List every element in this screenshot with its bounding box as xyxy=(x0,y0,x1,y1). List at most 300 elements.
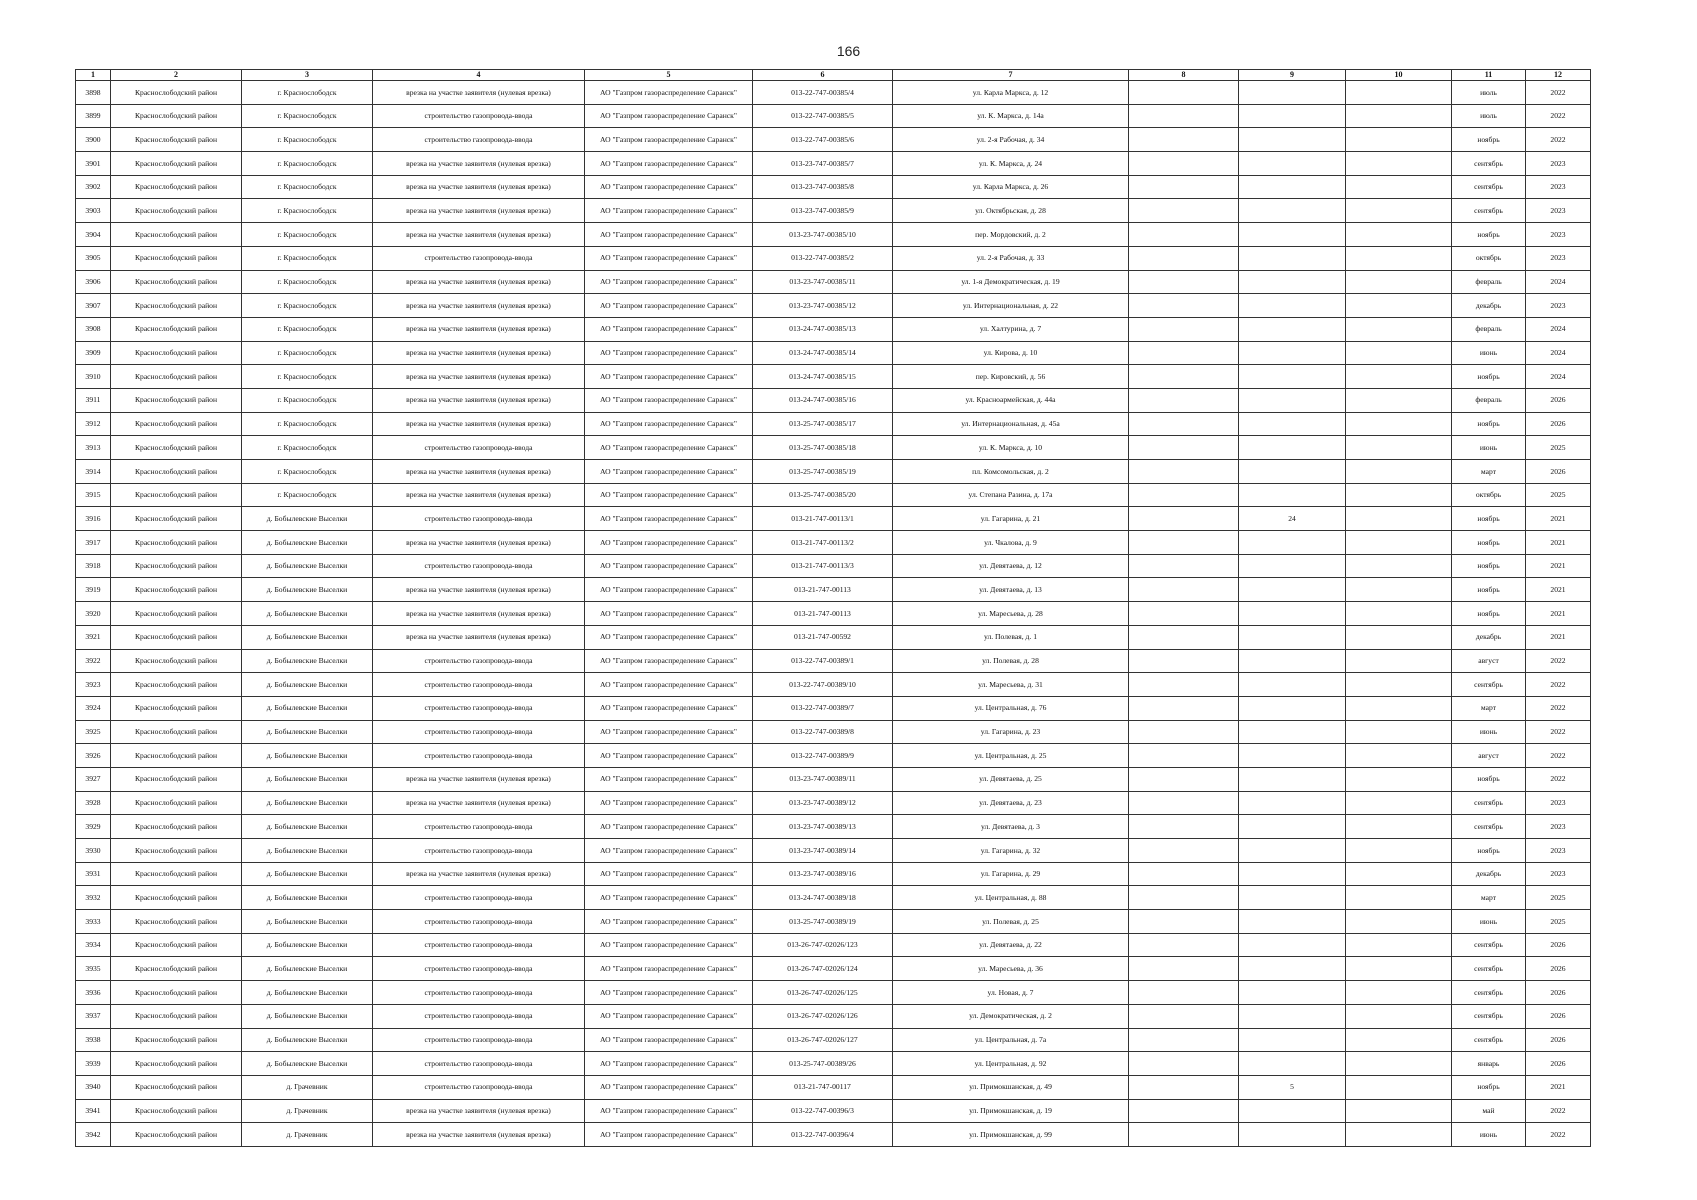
table-cell-col-1: 3914 xyxy=(76,460,111,484)
table-cell-col-7: ул. Чкалова, д. 9 xyxy=(893,531,1129,555)
table-cell-col-6: 013-25-747-00385/20 xyxy=(753,483,893,507)
table-cell-col-5: АО "Газпром газораспределение Саранск" xyxy=(585,531,753,555)
table-cell-col-4: врезка на участке заявителя (нулевая врезка) xyxy=(373,270,585,294)
table-cell-col-5: АО "Газпром газораспределение Саранск" xyxy=(585,294,753,318)
table-cell-col-3: д. Бобылевские Выселки xyxy=(242,839,373,863)
table-cell-col-3: г. Краснослободск xyxy=(242,81,373,105)
table-cell-col-10 xyxy=(1346,199,1452,223)
table-cell-col-1: 3919 xyxy=(76,578,111,602)
table-cell-col-5: АО "Газпром газораспределение Саранск" xyxy=(585,720,753,744)
table-cell-col-9 xyxy=(1239,436,1346,460)
table-cell-col-12: 2023 xyxy=(1526,862,1591,886)
table-cell-col-12: 2023 xyxy=(1526,175,1591,199)
table-cell-col-10 xyxy=(1346,388,1452,412)
table-cell-col-1: 3903 xyxy=(76,199,111,223)
table-cell-col-4: врезка на участке заявителя (нулевая врезка) xyxy=(373,578,585,602)
table-row xyxy=(76,1075,1591,1099)
table-cell-col-8 xyxy=(1129,649,1239,673)
table-cell-col-11: ноябрь xyxy=(1452,365,1526,389)
table-cell-col-12: 2026 xyxy=(1526,460,1591,484)
table-cell-col-4: строительство газопровода-ввода xyxy=(373,886,585,910)
table-cell-col-11: октябрь xyxy=(1452,246,1526,270)
table-cell-col-6: 013-21-747-00113/1 xyxy=(753,507,893,531)
table-cell-col-2: Краснослободский район xyxy=(111,246,242,270)
table-cell-col-1: 3928 xyxy=(76,791,111,815)
table-cell-col-2: Краснослободский район xyxy=(111,625,242,649)
table-cell-col-11: май xyxy=(1452,1099,1526,1123)
table-cell-col-12: 2022 xyxy=(1526,1123,1591,1147)
table-cell-col-4: строительство газопровода-ввода xyxy=(373,554,585,578)
table-cell-col-3: д. Бобылевские Выселки xyxy=(242,886,373,910)
table-cell-col-4: врезка на участке заявителя (нулевая врезка) xyxy=(373,199,585,223)
table-cell-col-11: декабрь xyxy=(1452,294,1526,318)
table-row xyxy=(76,388,1591,412)
table-cell-col-9: 24 xyxy=(1239,507,1346,531)
table-cell-col-12: 2026 xyxy=(1526,981,1591,1005)
table-cell-col-1: 3938 xyxy=(76,1028,111,1052)
table-cell-col-5: АО "Газпром газораспределение Саранск" xyxy=(585,815,753,839)
table-cell-col-1: 3917 xyxy=(76,531,111,555)
table-cell-col-6: 013-26-747-02026/125 xyxy=(753,981,893,1005)
table-cell-col-10 xyxy=(1346,981,1452,1005)
table-cell-col-8 xyxy=(1129,957,1239,981)
table-cell-col-9 xyxy=(1239,862,1346,886)
table-cell-col-6: 013-23-747-00385/8 xyxy=(753,175,893,199)
table-cell-col-12: 2026 xyxy=(1526,412,1591,436)
table-cell-col-9 xyxy=(1239,152,1346,176)
table-cell-col-2: Краснослободский район xyxy=(111,602,242,626)
table-cell-col-9 xyxy=(1239,696,1346,720)
table-cell-col-12: 2022 xyxy=(1526,128,1591,152)
table-cell-col-6: 013-25-747-00385/17 xyxy=(753,412,893,436)
table-cell-col-11: сентябрь xyxy=(1452,1004,1526,1028)
table-cell-col-12: 2026 xyxy=(1526,1052,1591,1076)
table-cell-col-3: д. Бобылевские Выселки xyxy=(242,767,373,791)
table-row xyxy=(76,1052,1591,1076)
table-cell-col-10 xyxy=(1346,507,1452,531)
table-row xyxy=(76,175,1591,199)
table-cell-col-11: ноябрь xyxy=(1452,507,1526,531)
table-row xyxy=(76,104,1591,128)
table-cell-col-7: ул. Октябрьская, д. 28 xyxy=(893,199,1129,223)
table-cell-col-6: 013-25-747-00385/18 xyxy=(753,436,893,460)
table-cell-col-4: врезка на участке заявителя (нулевая врезка) xyxy=(373,175,585,199)
table-cell-col-1: 3927 xyxy=(76,767,111,791)
table-cell-col-9 xyxy=(1239,554,1346,578)
table-row xyxy=(76,531,1591,555)
table-cell-col-8 xyxy=(1129,341,1239,365)
table-cell-col-6: 013-22-747-00385/2 xyxy=(753,246,893,270)
table-cell-col-5: АО "Газпром газораспределение Саранск" xyxy=(585,1075,753,1099)
table-cell-col-5: АО "Газпром газораспределение Саранск" xyxy=(585,246,753,270)
table-cell-col-10 xyxy=(1346,104,1452,128)
table-cell-col-5: АО "Газпром газораспределение Саранск" xyxy=(585,981,753,1005)
table-cell-col-9 xyxy=(1239,625,1346,649)
table-cell-col-8 xyxy=(1129,1052,1239,1076)
table-cell-col-11: сентябрь xyxy=(1452,673,1526,697)
table-cell-col-9 xyxy=(1239,1004,1346,1028)
table-cell-col-9 xyxy=(1239,815,1346,839)
table-cell-col-3: д. Бобылевские Выселки xyxy=(242,531,373,555)
table-cell-col-3: д. Бобылевские Выселки xyxy=(242,791,373,815)
table-cell-col-4: строительство газопровода-ввода xyxy=(373,933,585,957)
table-cell-col-1: 3901 xyxy=(76,152,111,176)
table-cell-col-3: д. Грачевник xyxy=(242,1123,373,1147)
table-cell-col-8 xyxy=(1129,673,1239,697)
table-cell-col-2: Краснослободский район xyxy=(111,1099,242,1123)
table-cell-col-4: строительство газопровода-ввода xyxy=(373,1004,585,1028)
table-cell-col-1: 3931 xyxy=(76,862,111,886)
table-cell-col-7: ул. Девятаева, д. 13 xyxy=(893,578,1129,602)
table-cell-col-11: сентябрь xyxy=(1452,175,1526,199)
table-cell-col-7: пер. Мордовский, д. 2 xyxy=(893,223,1129,247)
table-cell-col-6: 013-21-747-00113/2 xyxy=(753,531,893,555)
table-cell-col-6: 013-26-747-02026/124 xyxy=(753,957,893,981)
table-row xyxy=(76,649,1591,673)
table-cell-col-3: г. Краснослободск xyxy=(242,270,373,294)
table-cell-col-6: 013-24-747-00385/13 xyxy=(753,317,893,341)
table-cell-col-11: июнь xyxy=(1452,436,1526,460)
table-cell-col-6: 013-22-747-00385/5 xyxy=(753,104,893,128)
table-cell-col-6: 013-22-747-00389/9 xyxy=(753,744,893,768)
table-cell-col-8 xyxy=(1129,578,1239,602)
table-row xyxy=(76,791,1591,815)
table-cell-col-11: август xyxy=(1452,649,1526,673)
table-cell-col-3: г. Краснослободск xyxy=(242,365,373,389)
table-cell-col-4: врезка на участке заявителя (нулевая врезка) xyxy=(373,602,585,626)
table-cell-col-8 xyxy=(1129,602,1239,626)
table-row xyxy=(76,128,1591,152)
table-cell-col-4: строительство газопровода-ввода xyxy=(373,128,585,152)
table-cell-col-7: ул. Центральная, д. 92 xyxy=(893,1052,1129,1076)
table-cell-col-7: ул. Маресьева, д. 36 xyxy=(893,957,1129,981)
table-cell-col-4: врезка на участке заявителя (нулевая врезка) xyxy=(373,791,585,815)
table-row xyxy=(76,317,1591,341)
table-cell-col-2: Краснослободский район xyxy=(111,199,242,223)
table-cell-col-2: Краснослободский район xyxy=(111,460,242,484)
table-cell-col-12: 2022 xyxy=(1526,104,1591,128)
table-cell-col-7: ул. Полевая, д. 25 xyxy=(893,910,1129,934)
table-cell-col-12: 2021 xyxy=(1526,507,1591,531)
table-cell-col-8 xyxy=(1129,862,1239,886)
table-cell-col-5: АО "Газпром газораспределение Саранск" xyxy=(585,933,753,957)
table-cell-col-1: 3935 xyxy=(76,957,111,981)
table-cell-col-2: Краснослободский район xyxy=(111,696,242,720)
table-row xyxy=(76,246,1591,270)
table-cell-col-10 xyxy=(1346,341,1452,365)
table-cell-col-10 xyxy=(1346,957,1452,981)
table-cell-col-2: Краснослободский район xyxy=(111,436,242,460)
table-cell-col-12: 2021 xyxy=(1526,1075,1591,1099)
table-row xyxy=(76,1123,1591,1147)
table-cell-col-5: АО "Газпром газораспределение Саранск" xyxy=(585,104,753,128)
table-cell-col-12: 2026 xyxy=(1526,933,1591,957)
table-cell-col-6: 013-26-747-02026/126 xyxy=(753,1004,893,1028)
table-cell-col-7: ул. 2-я Рабочая, д. 34 xyxy=(893,128,1129,152)
table-cell-col-3: г. Краснослободск xyxy=(242,436,373,460)
table-cell-col-11: декабрь xyxy=(1452,625,1526,649)
table-cell-col-2: Краснослободский район xyxy=(111,839,242,863)
table-row xyxy=(76,223,1591,247)
table-cell-col-4: врезка на участке заявителя (нулевая врезка) xyxy=(373,152,585,176)
table-cell-col-6: 013-22-747-00389/10 xyxy=(753,673,893,697)
table-cell-col-10 xyxy=(1346,673,1452,697)
table-cell-col-2: Краснослободский район xyxy=(111,1052,242,1076)
table-cell-col-8 xyxy=(1129,910,1239,934)
table-cell-col-3: г. Краснослободск xyxy=(242,104,373,128)
table-cell-col-11: сентябрь xyxy=(1452,152,1526,176)
table-cell-col-5: АО "Газпром газораспределение Саранск" xyxy=(585,81,753,105)
table-cell-col-9 xyxy=(1239,673,1346,697)
table-cell-col-8 xyxy=(1129,388,1239,412)
table-cell-col-3: д. Бобылевские Выселки xyxy=(242,554,373,578)
table-cell-col-5: АО "Газпром газораспределение Саранск" xyxy=(585,1099,753,1123)
table-cell-col-9 xyxy=(1239,270,1346,294)
table-row xyxy=(76,294,1591,318)
table-cell-col-3: д. Бобылевские Выселки xyxy=(242,578,373,602)
table-row xyxy=(76,744,1591,768)
table-cell-col-6: 013-22-747-00389/1 xyxy=(753,649,893,673)
table-cell-col-5: АО "Газпром газораспределение Саранск" xyxy=(585,910,753,934)
table-cell-col-8 xyxy=(1129,1028,1239,1052)
table-cell-col-3: г. Краснослободск xyxy=(242,152,373,176)
table-cell-col-6: 013-25-747-00385/19 xyxy=(753,460,893,484)
table-row xyxy=(76,365,1591,389)
column-header-7: 7 xyxy=(893,70,1129,81)
table-cell-col-9 xyxy=(1239,128,1346,152)
table-cell-col-4: врезка на участке заявителя (нулевая врезка) xyxy=(373,412,585,436)
table-cell-col-5: АО "Газпром газораспределение Саранск" xyxy=(585,483,753,507)
table-cell-col-10 xyxy=(1346,1099,1452,1123)
table-cell-col-10 xyxy=(1346,128,1452,152)
table-cell-col-12: 2023 xyxy=(1526,815,1591,839)
table-cell-col-12: 2024 xyxy=(1526,270,1591,294)
table-cell-col-9 xyxy=(1239,744,1346,768)
table-cell-col-3: г. Краснослободск xyxy=(242,246,373,270)
table-cell-col-7: ул. Новая, д. 7 xyxy=(893,981,1129,1005)
table-cell-col-12: 2022 xyxy=(1526,673,1591,697)
table-cell-col-10 xyxy=(1346,791,1452,815)
table-cell-col-5: АО "Газпром газораспределение Саранск" xyxy=(585,1123,753,1147)
table-cell-col-8 xyxy=(1129,1075,1239,1099)
table-cell-col-2: Краснослободский район xyxy=(111,483,242,507)
table-cell-col-8 xyxy=(1129,1123,1239,1147)
table-cell-col-3: г. Краснослободск xyxy=(242,317,373,341)
table-cell-col-6: 013-23-747-00389/11 xyxy=(753,767,893,791)
table-cell-col-6: 013-24-747-00389/18 xyxy=(753,886,893,910)
table-cell-col-11: сентябрь xyxy=(1452,933,1526,957)
table-cell-col-10 xyxy=(1346,223,1452,247)
table-cell-col-1: 3940 xyxy=(76,1075,111,1099)
table-cell-col-12: 2023 xyxy=(1526,152,1591,176)
table-cell-col-7: ул. Красноармейская, д. 44а xyxy=(893,388,1129,412)
table-cell-col-11: сентябрь xyxy=(1452,957,1526,981)
table-cell-col-7: ул. Степана Разина, д. 17а xyxy=(893,483,1129,507)
table-cell-col-2: Краснослободский район xyxy=(111,862,242,886)
table-cell-col-8 xyxy=(1129,199,1239,223)
table-cell-col-2: Краснослободский район xyxy=(111,957,242,981)
table-cell-col-2: Краснослободский район xyxy=(111,175,242,199)
table-cell-col-11: июнь xyxy=(1452,720,1526,744)
table-cell-col-9 xyxy=(1239,720,1346,744)
table-row xyxy=(76,554,1591,578)
table-cell-col-8 xyxy=(1129,839,1239,863)
table-cell-col-1: 3912 xyxy=(76,412,111,436)
table-cell-col-10 xyxy=(1346,886,1452,910)
table-cell-col-9 xyxy=(1239,223,1346,247)
table-cell-col-1: 3923 xyxy=(76,673,111,697)
table-cell-col-2: Краснослободский район xyxy=(111,104,242,128)
table-cell-col-4: строительство газопровода-ввода xyxy=(373,507,585,531)
column-header-5: 5 xyxy=(585,70,753,81)
table-cell-col-5: АО "Газпром газораспределение Саранск" xyxy=(585,1028,753,1052)
table-cell-col-7: ул. Примокшанская, д. 19 xyxy=(893,1099,1129,1123)
table-cell-col-8 xyxy=(1129,554,1239,578)
table-cell-col-9 xyxy=(1239,602,1346,626)
table-cell-col-5: АО "Газпром газораспределение Саранск" xyxy=(585,175,753,199)
table-row xyxy=(76,578,1591,602)
table-cell-col-3: д. Бобылевские Выселки xyxy=(242,1004,373,1028)
table-cell-col-5: АО "Газпром газораспределение Саранск" xyxy=(585,839,753,863)
table-row xyxy=(76,507,1591,531)
table-cell-col-8 xyxy=(1129,886,1239,910)
table-cell-col-4: строительство газопровода-ввода xyxy=(373,720,585,744)
table-cell-col-7: пер. Кировский, д. 56 xyxy=(893,365,1129,389)
table-cell-col-8 xyxy=(1129,365,1239,389)
table-row xyxy=(76,483,1591,507)
table-cell-col-3: г. Краснослободск xyxy=(242,483,373,507)
table-cell-col-1: 3929 xyxy=(76,815,111,839)
table-cell-col-2: Краснослободский район xyxy=(111,886,242,910)
table-cell-col-1: 3936 xyxy=(76,981,111,1005)
table-cell-col-7: ул. Гагарина, д. 32 xyxy=(893,839,1129,863)
table-row xyxy=(76,839,1591,863)
table-cell-col-3: д. Бобылевские Выселки xyxy=(242,649,373,673)
table-cell-col-11: ноябрь xyxy=(1452,839,1526,863)
table-cell-col-8 xyxy=(1129,625,1239,649)
table-cell-col-7: ул. К. Маркса, д. 24 xyxy=(893,152,1129,176)
table-cell-col-2: Краснослободский район xyxy=(111,365,242,389)
table-cell-col-2: Краснослободский район xyxy=(111,1123,242,1147)
table-cell-col-7: ул. Халтурина, д. 7 xyxy=(893,317,1129,341)
table-cell-col-9 xyxy=(1239,1028,1346,1052)
table-cell-col-9 xyxy=(1239,1123,1346,1147)
table-cell-col-2: Краснослободский район xyxy=(111,791,242,815)
table-cell-col-1: 3939 xyxy=(76,1052,111,1076)
table-row xyxy=(76,933,1591,957)
table-cell-col-7: ул. 1-я Демократическая, д. 19 xyxy=(893,270,1129,294)
table-cell-col-7: ул. Гагарина, д. 21 xyxy=(893,507,1129,531)
table-cell-col-10 xyxy=(1346,317,1452,341)
table-cell-col-2: Краснослободский район xyxy=(111,1028,242,1052)
table-cell-col-4: врезка на участке заявителя (нулевая врезка) xyxy=(373,625,585,649)
table-cell-col-7: ул. Гагарина, д. 29 xyxy=(893,862,1129,886)
table-cell-col-8 xyxy=(1129,104,1239,128)
table-cell-col-2: Краснослободский район xyxy=(111,388,242,412)
table-cell-col-9 xyxy=(1239,294,1346,318)
table-cell-col-1: 3925 xyxy=(76,720,111,744)
table-cell-col-5: АО "Газпром газораспределение Саранск" xyxy=(585,1004,753,1028)
table-cell-col-10 xyxy=(1346,578,1452,602)
table-cell-col-12: 2023 xyxy=(1526,199,1591,223)
table-cell-col-4: строительство газопровода-ввода xyxy=(373,744,585,768)
table-cell-col-12: 2022 xyxy=(1526,744,1591,768)
table-cell-col-8 xyxy=(1129,436,1239,460)
table-cell-col-4: строительство газопровода-ввода xyxy=(373,696,585,720)
table-cell-col-10 xyxy=(1346,294,1452,318)
table-cell-col-12: 2026 xyxy=(1526,388,1591,412)
table-cell-col-6: 013-23-747-00389/14 xyxy=(753,839,893,863)
table-cell-col-4: строительство газопровода-ввода xyxy=(373,1075,585,1099)
table-cell-col-5: АО "Газпром газораспределение Саранск" xyxy=(585,341,753,365)
table-cell-col-4: врезка на участке заявителя (нулевая врезка) xyxy=(373,1099,585,1123)
table-cell-col-6: 013-24-747-00385/16 xyxy=(753,388,893,412)
table-row xyxy=(76,199,1591,223)
table-cell-col-6: 013-26-747-02026/123 xyxy=(753,933,893,957)
table-cell-col-1: 3908 xyxy=(76,317,111,341)
table-cell-col-3: д. Бобылевские Выселки xyxy=(242,910,373,934)
table-cell-col-10 xyxy=(1346,910,1452,934)
table-row xyxy=(76,767,1591,791)
table-row xyxy=(76,625,1591,649)
table-row xyxy=(76,412,1591,436)
table-cell-col-6: 013-25-747-00389/26 xyxy=(753,1052,893,1076)
table-row xyxy=(76,1099,1591,1123)
table-cell-col-1: 3932 xyxy=(76,886,111,910)
table-cell-col-9 xyxy=(1239,388,1346,412)
table-cell-col-6: 013-24-747-00385/15 xyxy=(753,365,893,389)
table-cell-col-6: 013-23-747-00385/11 xyxy=(753,270,893,294)
table-cell-col-10 xyxy=(1346,1028,1452,1052)
column-header-10: 10 xyxy=(1346,70,1452,81)
table-cell-col-3: д. Бобылевские Выселки xyxy=(242,625,373,649)
table-cell-col-3: г. Краснослободск xyxy=(242,175,373,199)
table-cell-col-6: 013-21-747-00592 xyxy=(753,625,893,649)
table-cell-col-4: врезка на участке заявителя (нулевая врезка) xyxy=(373,483,585,507)
table-cell-col-10 xyxy=(1346,625,1452,649)
table-cell-col-9 xyxy=(1239,839,1346,863)
table-cell-col-2: Краснослободский район xyxy=(111,81,242,105)
table-cell-col-2: Краснослободский район xyxy=(111,554,242,578)
table-cell-col-5: АО "Газпром газораспределение Саранск" xyxy=(585,223,753,247)
table-cell-col-6: 013-22-747-00389/7 xyxy=(753,696,893,720)
table-cell-col-5: АО "Газпром газораспределение Саранск" xyxy=(585,696,753,720)
table-cell-col-5: АО "Газпром газораспределение Саранск" xyxy=(585,649,753,673)
table-cell-col-10 xyxy=(1346,436,1452,460)
table-row xyxy=(76,1004,1591,1028)
table-cell-col-8 xyxy=(1129,720,1239,744)
table-cell-col-3: г. Краснослободск xyxy=(242,412,373,436)
table-cell-col-4: строительство газопровода-ввода xyxy=(373,957,585,981)
table-cell-col-6: 013-23-747-00385/7 xyxy=(753,152,893,176)
table-cell-col-3: д. Бобылевские Выселки xyxy=(242,933,373,957)
table-cell-col-5: АО "Газпром газораспределение Саранск" xyxy=(585,317,753,341)
column-header-6: 6 xyxy=(753,70,893,81)
table-cell-col-9 xyxy=(1239,175,1346,199)
table-cell-col-5: АО "Газпром газораспределение Саранск" xyxy=(585,957,753,981)
table-cell-col-9 xyxy=(1239,412,1346,436)
table-cell-col-6: 013-21-747-00113/3 xyxy=(753,554,893,578)
table-cell-col-3: д. Бобылевские Выселки xyxy=(242,815,373,839)
table-cell-col-1: 3907 xyxy=(76,294,111,318)
table-cell-col-11: ноябрь xyxy=(1452,531,1526,555)
table-cell-col-4: строительство газопровода-ввода xyxy=(373,436,585,460)
table-cell-col-8 xyxy=(1129,460,1239,484)
table-cell-col-1: 3913 xyxy=(76,436,111,460)
table-cell-col-5: АО "Газпром газораспределение Саранск" xyxy=(585,578,753,602)
table-row xyxy=(76,957,1591,981)
table-cell-col-2: Краснослободский район xyxy=(111,341,242,365)
